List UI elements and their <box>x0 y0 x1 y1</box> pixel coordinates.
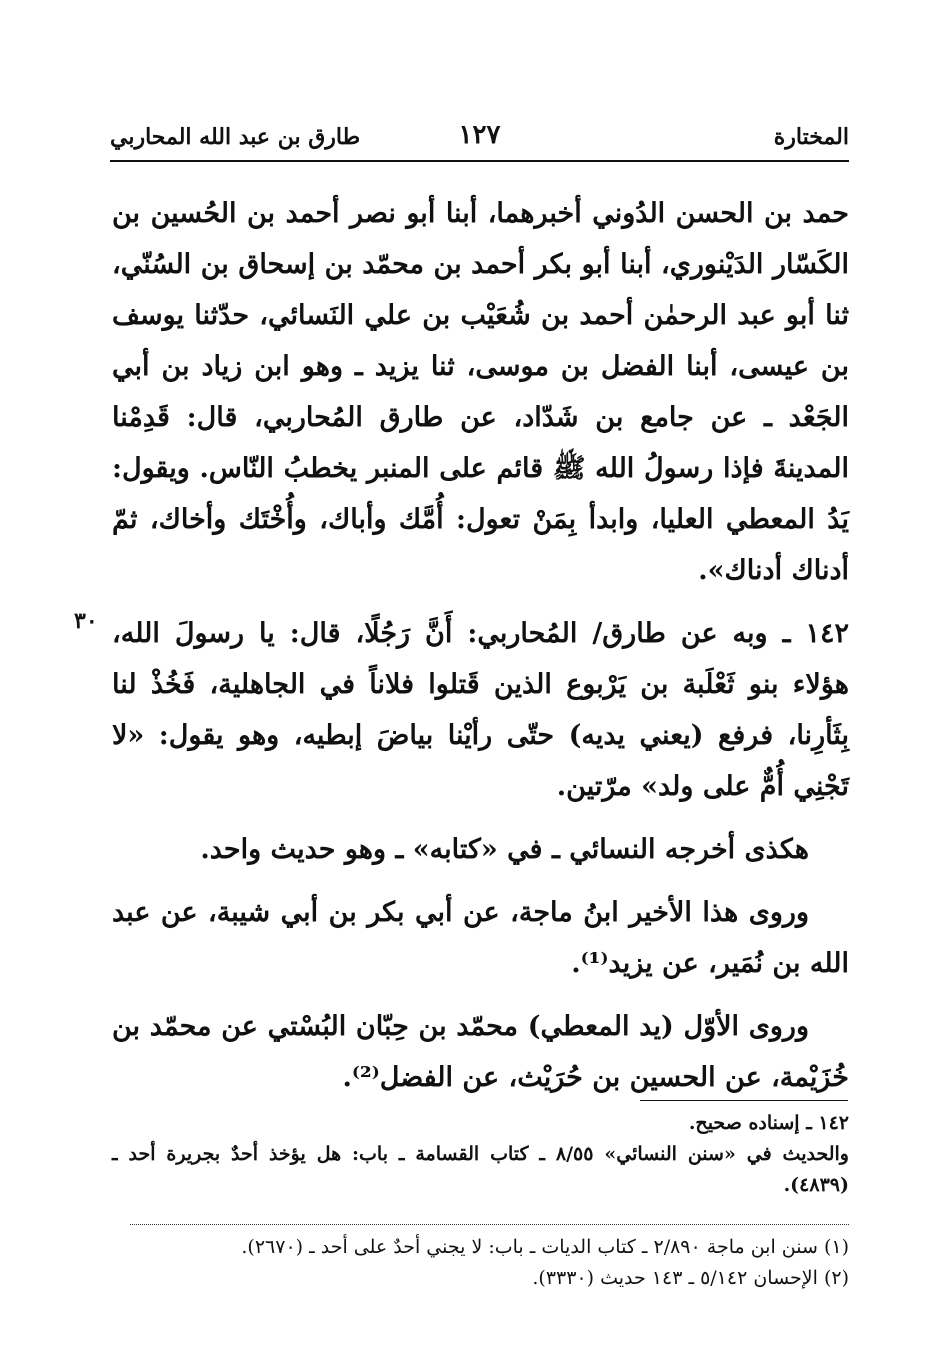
note-divider <box>640 1100 848 1101</box>
commentary-paragraph: هكذى أخرجه النسائي ـ في «كتابه» ـ وهو حديث واحد. <box>200 834 809 865</box>
footnote-item: (٢) الإحسان ٥/١٤٢ ـ ١٤٣ حديث (٣٣٣٠). <box>532 1267 849 1289</box>
footnotes <box>112 1232 849 1294</box>
margin-folio-number: ٣٠ <box>74 608 98 634</box>
commentary-paragraph: وروى هذا الأخير ابنُ ماجة، عن أبي بكر بن أبي شيبة، عن عبد الله بن نُمَير، عن يزيد⁽¹⁾. <box>112 897 849 979</box>
header-book-title: المختارة <box>773 124 849 150</box>
main-text <box>112 188 849 1103</box>
running-header <box>110 118 849 158</box>
note-line: والحديث في «سنن النسائي» ٨/٥٥ ـ كتاب القسامة ـ باب: هل يؤخذ أحدٌ بجريرة أحد ـ (٤٨٣٩). <box>112 1143 849 1196</box>
hadith-142-paragraph: ١٤٢ ـ وبه عن طارق/ المُحاربي: أَنَّ رَجُلًا، قال: يا رسولَ الله، هؤلاء بنو ثَعْلَبة بن يَرْبوع الذين قَتلوا فلاناً في الجاهلية، فَخُذْ لنا بِثَأرِنا، فرفع (يعني يديه) حتّى رأيْنا بياضَ إبطيه، وهو يقول: «لا تَجْنِي أُمٌّ على ولد» مرّتين. <box>112 618 849 802</box>
header-divider <box>110 160 849 162</box>
header-chapter-title: طارق بن عبد الله المحاربي <box>110 124 361 150</box>
hadith-chain-paragraph: حمد بن الحسن الدُوني أخبرهما، أبنا أبو نصر أحمد بن الحُسين بن الكَسّار الدَيْنوري، أبنا أبو بكر أحمد بن محمّد بن إسحاق بن السُنّي، ثنا أبو عبد الرحمٰن أحمد بن شُعَيْب بن علي النَسائي، حدّثنا يوسف بن عيسى، أبنا الفضل بن موسى، ثنا يزيد ـ وهو ابن زياد بن أبي الجَعْد ـ عن جامع بن شَدّاد، عن طارق المُحاربي، قال: قَدِمْنا المدينةَ فإذا رسولُ الله ﷺ قائم على المنبر يخطبُ النّاس. ويقول: يَدُ المعطي العليا، وابدأ بِمَنْ تعول: أُمَّك وأباك، وأُخْتَك وأخاك، ثمّ أدناك أدناك». <box>112 198 849 586</box>
footnote-item: (١) سنن ابن ماجة ٢/٨٩٠ ـ كتاب الديات ـ باب: لا يجني أحدٌ على أحد ـ (٢٦٧٠). <box>241 1236 849 1258</box>
footnote-divider <box>130 1224 849 1225</box>
page-number: ١٢٧ <box>458 120 501 150</box>
note-line: ١٤٢ ـ إسناده صحيح. <box>688 1112 849 1134</box>
commentary-paragraph: وروى الأوّل (يد المعطي) محمّد بن حِبّان البُسْتي عن محمّد بن خُزَيْمة، عن الحسين بن حُرَيْث، عن الفضل⁽²⁾. <box>112 1011 849 1093</box>
editor-note <box>112 1108 849 1201</box>
